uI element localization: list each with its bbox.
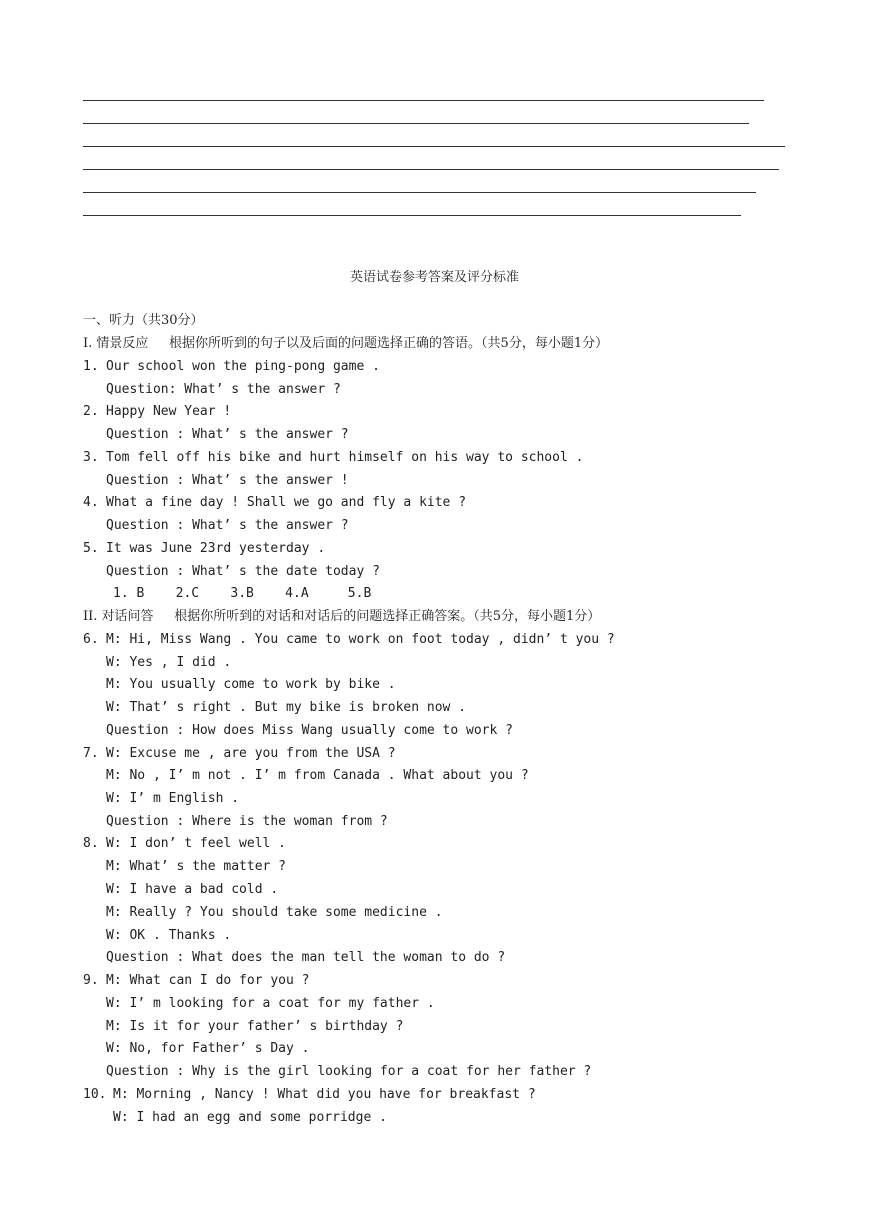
item-number: 3.: [83, 450, 99, 465]
dialog-line: M: What can I do for you ?: [106, 973, 310, 988]
dialog-question: Question : Where is the woman from ?: [106, 814, 388, 829]
answer-line-6: [83, 215, 741, 216]
dialog-line: M: Is it for your father’ s birthday ?: [106, 1019, 404, 1034]
dialog-line: M: What’ s the matter ?: [106, 859, 287, 874]
item-number: 9.: [83, 973, 99, 988]
item-number: 10.: [83, 1087, 107, 1102]
item-number: 5.: [83, 541, 99, 556]
answer-key-part1: 1. B 2.C 3.B 4.A 5.B: [113, 586, 372, 601]
part1-heading: I. 情景反应 根据你所听到的句子以及后面的问题选择正确的答语。（共5分，每小题1分）: [83, 336, 609, 351]
dialog-line: W: Excuse me , are you from the USA ?: [106, 746, 396, 761]
item-number: 7.: [83, 746, 99, 761]
dialog-line: M: Morning , Nancy ! What did you have for breakfast ?: [113, 1087, 536, 1102]
answer-line-3: [83, 146, 785, 147]
item-question: Question: What’ s the answer ?: [106, 382, 341, 397]
dialog-line: W: No, for Father’ s Day .: [106, 1041, 310, 1056]
item-number: 1.: [83, 359, 99, 374]
dialog-question: Question : Why is the girl looking for a coat for her father ?: [106, 1064, 592, 1079]
dialog-line: W: I don’ t feel well .: [106, 836, 287, 851]
dialog-line: W: Yes , I did .: [106, 655, 232, 670]
section-heading: 一、听力（共30分）: [83, 313, 204, 328]
page-title: 英语试卷参考答案及评分标准: [349, 270, 519, 285]
answer-line-4: [83, 169, 779, 170]
dialog-line: W: That’ s right . But my bike is broken now .: [106, 700, 467, 715]
dialog-question: Question : How does Miss Wang usually come to work ?: [106, 723, 513, 738]
item-number: 4.: [83, 495, 99, 510]
item-sentence: What a fine day ! Shall we go and fly a kite ?: [106, 495, 467, 510]
item-question: Question : What’ s the answer !: [106, 473, 349, 488]
item-sentence: Tom fell off his bike and hurt himself on his way to school .: [106, 450, 584, 465]
item-sentence: Happy New Year !: [106, 404, 232, 419]
item-number: 6.: [83, 632, 99, 647]
dialog-line: W: I’ m looking for a coat for my father .: [106, 996, 435, 1011]
part2-heading: II. 对话问答 根据你所听到的对话和对话后的问题选择正确答案。（共5分，每小题1分）: [83, 609, 601, 624]
dialog-line: M: You usually come to work by bike .: [106, 677, 396, 692]
dialog-line: W: I have a bad cold .: [106, 882, 279, 897]
dialog-line: W: I’ m English .: [106, 791, 240, 806]
answer-line-1: [83, 100, 764, 101]
item-number: 8.: [83, 836, 99, 851]
item-sentence: Our school won the ping-pong game .: [106, 359, 380, 374]
item-question: Question : What’ s the answer ?: [106, 427, 349, 442]
dialog-line: M: Hi, Miss Wang . You came to work on foot today , didn’ t you ?: [106, 632, 615, 647]
dialog-line: M: Really ? You should take some medicine .: [106, 905, 443, 920]
answer-line-5: [83, 192, 756, 193]
item-number: 2.: [83, 404, 99, 419]
item-question: Question : What’ s the answer ?: [106, 518, 349, 533]
answer-line-2: [83, 123, 749, 124]
dialog-line: M: No , I’ m not . I’ m from Canada . What about you ?: [106, 768, 529, 783]
dialog-line: W: I had an egg and some porridge .: [113, 1110, 387, 1125]
item-question: Question : What’ s the date today ?: [106, 564, 380, 579]
dialog-question: Question : What does the man tell the woman to do ?: [106, 950, 506, 965]
dialog-line: W: OK . Thanks .: [106, 928, 232, 943]
item-sentence: It was June 23rd yesterday .: [106, 541, 326, 556]
